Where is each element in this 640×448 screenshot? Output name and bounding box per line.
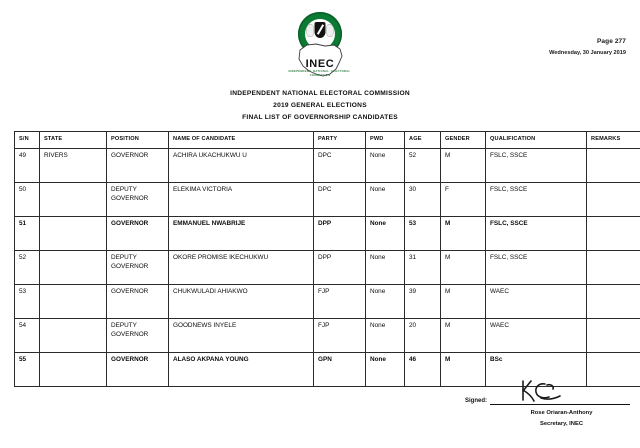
heading-line-3: FINAL LIST OF GOVERNORSHIP CANDIDATES [242,114,398,122]
cell-state [40,251,107,285]
cell-qualification: FSLC, SSCE [486,251,587,285]
cell-pwd: None [366,149,405,183]
inec-logo [288,12,352,84]
cell-pwd: None [366,353,405,387]
cell-gender: M [441,217,486,251]
cell-state [40,183,107,217]
heading-line-1: INDEPENDENT NATIONAL ELECTORAL COMMISSION [230,90,410,97]
cell-age: 31 [405,251,441,285]
cell-state [40,217,107,251]
cell-age: 52 [405,149,441,183]
table-body [15,149,640,387]
cell-state [40,319,107,353]
cell-qualification: FSLC, SSCE [486,217,587,251]
logo-acronym: INEC [305,58,335,70]
cell-state [40,285,107,319]
table-header [15,132,640,149]
cell-name: ALASO AKPANA YOUNG [169,353,314,387]
cell-sn: 55 [15,353,40,387]
cell-gender: M [441,285,486,319]
cell-qualification: BSc [486,353,587,387]
cell-position: DEPUTY GOVERNOR [107,183,169,217]
table-row[interactable] [15,285,640,319]
column-header-age: AGE [405,132,441,149]
cell-position: GOVERNOR [107,149,169,183]
candidates-table-container [14,131,626,387]
page-date: Wednesday, 30 January 2019 [549,50,626,57]
cell-position: GOVERNOR [107,353,169,387]
cell-sn: 51 [15,217,40,251]
cell-remarks [587,183,640,217]
cell-age: 20 [405,319,441,353]
cell-age: 46 [405,353,441,387]
cell-party: DPP [314,251,366,285]
cell-gender: M [441,319,486,353]
cell-remarks [587,285,640,319]
cell-position: DEPUTY GOVERNOR [107,251,169,285]
cell-state: RIVERS [40,149,107,183]
signature-rule [490,403,630,405]
column-header-qualification: QUALIFICATION [486,132,587,149]
signature-block [465,398,630,429]
cell-name: ACHIRA UKACHUKWU U [169,149,314,183]
document-heading [0,88,640,125]
cell-remarks [587,149,640,183]
cell-remarks [587,217,640,251]
cell-pwd: None [366,319,405,353]
candidates-table [14,131,640,387]
cell-sn: 52 [15,251,40,285]
column-header-pwd: PWD [366,132,405,149]
cell-remarks [587,251,640,285]
cell-party: FJP [314,319,366,353]
cell-sn: 49 [15,149,40,183]
cell-name: CHUKWULADI AHIAKWO [169,285,314,319]
table-row[interactable] [15,149,640,183]
cell-remarks [587,319,640,353]
column-header-remarks: REMARKS [587,132,640,149]
cell-party: GPN [314,353,366,387]
cell-age: 53 [405,217,441,251]
cell-party: DPC [314,149,366,183]
table-row[interactable] [15,319,640,353]
page-number: Page 277 [597,38,626,45]
column-header-name: NAME OF CANDIDATE [169,132,314,149]
cell-age: 30 [405,183,441,217]
cell-qualification: FSLC, SSCE [486,183,587,217]
cell-party: DPC [314,183,366,217]
logo-subtitle: INDEPENDENT NATIONAL ELECTORAL COMMISSION [288,70,352,78]
logo-container [0,12,640,84]
column-header-state: STATE [40,132,107,149]
cell-qualification: WAEC [486,285,587,319]
cell-sn: 54 [15,319,40,353]
signature-line-row [465,398,630,405]
column-header-position: POSITION [107,132,169,149]
cell-remarks [587,353,640,387]
column-header-sn: S/N [15,132,40,149]
column-header-gender: GENDER [441,132,486,149]
cell-sn: 53 [15,285,40,319]
table-header-row [15,132,640,149]
cell-gender: M [441,251,486,285]
cell-state [40,353,107,387]
cell-gender: F [441,183,486,217]
cell-pwd: None [366,183,405,217]
cell-name: OKORE PROMISE IKECHUKWU [169,251,314,285]
signatory-name: Rose Oriaran-Anthony [530,410,593,416]
cell-name: ELEKIMA VICTORIA [169,183,314,217]
cell-party: FJP [314,285,366,319]
cell-age: 39 [405,285,441,319]
heading-line-2: 2019 GENERAL ELECTIONS [273,102,367,110]
cell-qualification: FSLC, SSCE [486,149,587,183]
cell-gender: M [441,353,486,387]
cell-party: DPP [314,217,366,251]
table-row[interactable] [15,217,640,251]
cell-pwd: None [366,217,405,251]
cell-name: EMMANUEL NWABRIJE [169,217,314,251]
cell-qualification: WAEC [486,319,587,353]
table-row[interactable] [15,183,640,217]
cell-position: GOVERNOR [107,217,169,251]
cell-sn: 50 [15,183,40,217]
cell-name: GOODNEWS INYELE [169,319,314,353]
column-header-party: PARTY [314,132,366,149]
table-row[interactable] [15,251,640,285]
signatory-details [465,408,630,429]
cell-pwd: None [366,251,405,285]
cell-position: GOVERNOR [107,285,169,319]
table-row[interactable] [15,353,640,387]
cell-pwd: None [366,285,405,319]
signature-label: Signed: [465,398,487,404]
cell-gender: M [441,149,486,183]
cell-position: DEPUTY GOVERNOR [107,319,169,353]
signatory-title: Secretary, INEC [539,420,584,427]
